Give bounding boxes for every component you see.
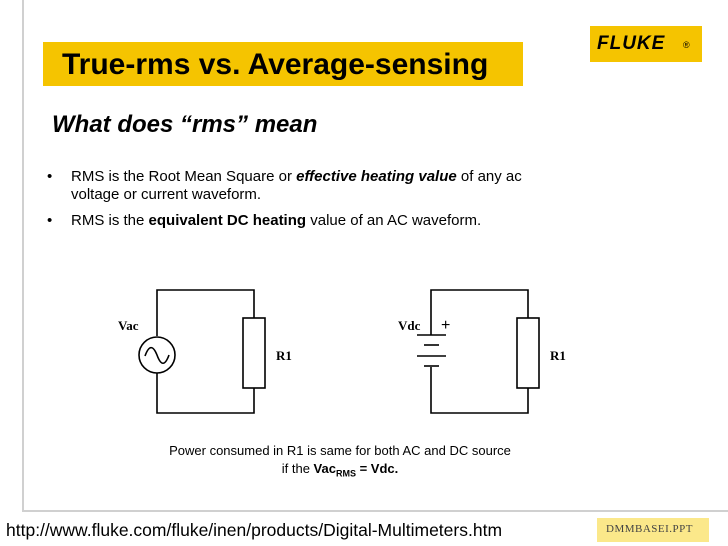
- fluke-logo-text: FLUKE: [597, 33, 666, 54]
- caption-line-1: Power consumed in R1 is same for both AC and DC source: [169, 443, 511, 458]
- bullet-2-pre: RMS is the: [71, 212, 149, 229]
- dc-wire-bottom: [431, 367, 528, 413]
- ac-wire-top: [157, 290, 254, 336]
- resistor-r1-left: [243, 318, 265, 388]
- bullet-dot-1: •: [47, 168, 53, 185]
- circuit-caption: [130, 442, 550, 483]
- label-vac: Vac: [118, 318, 139, 333]
- bullet-1-pre: RMS is the Root Mean Square or: [71, 168, 297, 185]
- bullet-1-emphasis: effective heating value: [296, 168, 457, 185]
- label-vdc: Vdc: [398, 318, 421, 333]
- source-url: http://www.fluke.com/fluke/inen/products/Digital-Multimeters.htm: [6, 520, 503, 540]
- bullet-dot-2: •: [47, 212, 53, 229]
- slide-title: True-rms vs. Average-sensing: [62, 48, 489, 81]
- label-plus: +: [441, 317, 451, 334]
- label-r1-left: R1: [276, 348, 292, 363]
- ac-circuit: [139, 290, 265, 413]
- bullet-2-strong: equivalent DC heating: [148, 212, 307, 229]
- caption-vac: Vac: [313, 461, 336, 476]
- footer-filename: DMMBASEI.PPT: [606, 523, 693, 535]
- ac-wire-bottom: [157, 373, 254, 413]
- caption-if: if the: [281, 461, 314, 476]
- ac-sine-icon: [145, 348, 169, 364]
- caption-rms: RMS: [335, 468, 356, 479]
- bullet-2-post: value of an AC waveform.: [306, 212, 482, 229]
- caption-line-2: [130, 460, 550, 483]
- label-r1-right: R1: [550, 348, 566, 363]
- registered-mark: ®: [683, 40, 690, 50]
- resistor-r1-right: [517, 318, 539, 388]
- bullet-1-post: of any ac voltage or current waveform.: [71, 168, 522, 203]
- dc-circuit: [417, 290, 539, 413]
- caption-eq: = Vdc.: [355, 461, 399, 476]
- slide-subtitle: What does “rms” mean: [52, 111, 318, 138]
